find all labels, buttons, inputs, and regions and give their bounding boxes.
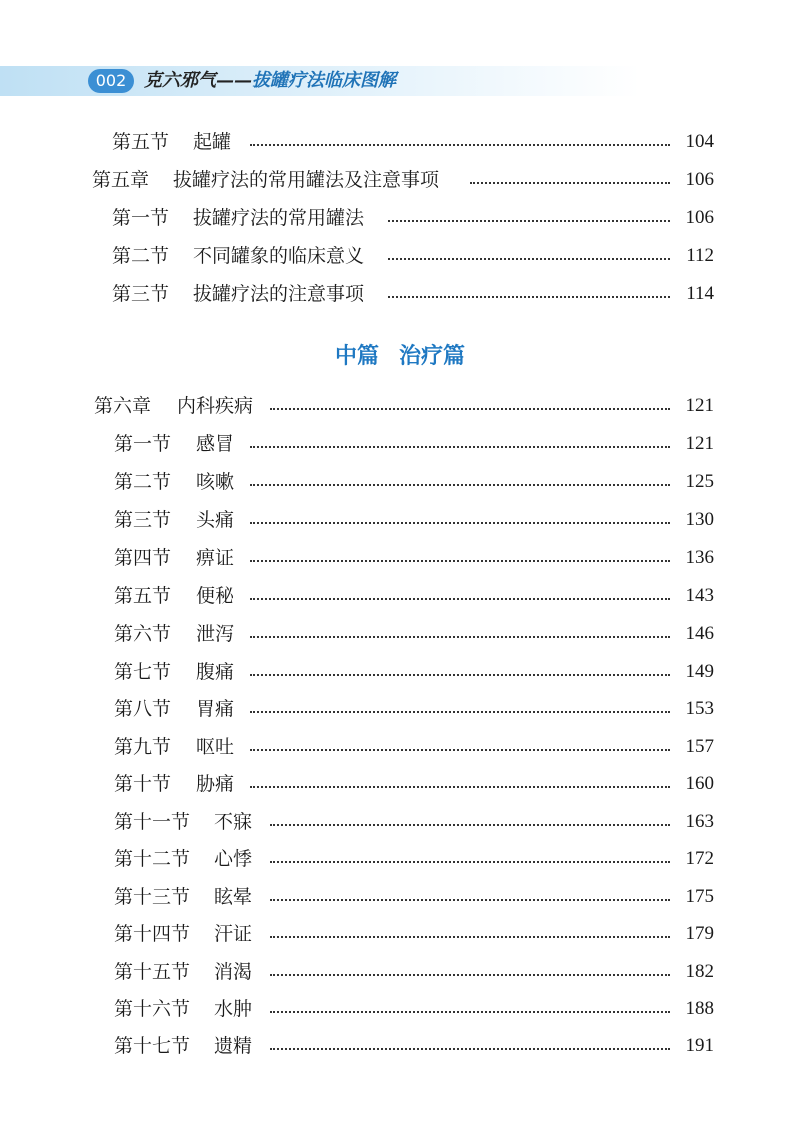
toc-page: 121 [685, 433, 714, 454]
toc-label: 第九节 [114, 736, 172, 758]
toc-title: 拔罐疗法的常用罐法 [193, 207, 365, 229]
toc-page: 146 [685, 623, 714, 644]
part-heading-part: 中篇 [334, 343, 379, 369]
toc-title: 内科疾病 [177, 395, 254, 417]
toc-page: 179 [685, 923, 714, 944]
toc-title: 消渴 [214, 961, 253, 983]
toc-leader-dots [270, 936, 670, 938]
toc-entry[interactable] [0, 768, 800, 800]
toc-label: 第一节 [112, 207, 170, 229]
toc-leader-dots [250, 560, 670, 562]
toc-title: 咳嗽 [196, 471, 235, 493]
toc-entry[interactable] [0, 993, 800, 1025]
toc-page: 106 [685, 207, 714, 228]
toc-page: 112 [686, 245, 714, 266]
toc-label: 第五章 [92, 169, 150, 191]
toc-leader-dots [388, 296, 670, 298]
toc-title: 遗精 [214, 1035, 253, 1057]
toc-title: 不同罐象的临床意义 [193, 245, 365, 267]
toc-label: 第十四节 [114, 923, 191, 945]
toc-leader-dots [250, 598, 670, 600]
toc-entry[interactable] [0, 806, 800, 838]
book-subtitle: 拔罐疗法临床图解 [252, 70, 396, 91]
toc-title: 起罐 [193, 131, 232, 153]
toc-entry[interactable] [0, 656, 800, 688]
toc-entry[interactable] [0, 542, 800, 574]
toc-leader-dots [250, 636, 670, 638]
toc-page: 104 [685, 131, 714, 152]
toc-page: 125 [685, 471, 714, 492]
toc-title: 胃痛 [196, 698, 235, 720]
toc-leader-dots [250, 786, 670, 788]
toc-page: 188 [685, 998, 714, 1019]
toc-leader-dots [270, 824, 670, 826]
toc-leader-dots [470, 182, 670, 184]
toc-label: 第十节 [114, 773, 172, 795]
toc-label: 第五节 [112, 131, 170, 153]
toc-entry-chapter[interactable] [0, 164, 800, 196]
toc-label: 第十二节 [114, 848, 191, 870]
toc-page: 163 [685, 811, 714, 832]
toc-title: 拔罐疗法的注意事项 [193, 283, 365, 305]
toc-entry[interactable] [0, 843, 800, 875]
toc-title: 呕吐 [196, 736, 235, 758]
toc-entry[interactable] [0, 466, 800, 498]
toc-label: 第一节 [114, 433, 172, 455]
toc-leader-dots [270, 408, 670, 410]
toc-leader-dots [388, 220, 670, 222]
toc-label: 第六节 [114, 623, 172, 645]
toc-label: 第三节 [112, 283, 170, 305]
toc-label: 第十一节 [114, 811, 191, 833]
toc-title: 胁痛 [196, 773, 235, 795]
toc-title: 不寐 [214, 811, 253, 833]
toc-leader-dots [270, 1048, 670, 1050]
toc-entry[interactable] [0, 881, 800, 913]
toc-page: 182 [685, 961, 714, 982]
toc-leader-dots [250, 749, 670, 751]
toc-label: 第十三节 [114, 886, 191, 908]
page-number-badge: 002 [88, 69, 134, 93]
toc-page: 114 [686, 283, 714, 304]
toc-title: 汗证 [214, 923, 253, 945]
toc-leader-dots [388, 258, 670, 260]
toc-title: 水肿 [214, 998, 253, 1020]
toc-entry[interactable] [0, 918, 800, 950]
book-title: 克六邪气—— [144, 70, 252, 91]
toc-label: 第十六节 [114, 998, 191, 1020]
toc-entry[interactable] [0, 240, 800, 272]
toc-leader-dots [250, 522, 670, 524]
toc-leader-dots [250, 711, 670, 713]
part-heading-title: 治疗篇 [399, 343, 466, 369]
toc-label: 第二节 [114, 471, 172, 493]
toc-entry[interactable] [0, 202, 800, 234]
toc-leader-dots [250, 144, 670, 146]
toc-entry[interactable] [0, 693, 800, 725]
toc-entry[interactable] [0, 428, 800, 460]
toc-label: 第十七节 [114, 1035, 191, 1057]
toc-label: 第四节 [114, 547, 172, 569]
toc-page: 143 [685, 585, 714, 606]
running-title [144, 68, 396, 94]
toc-entry[interactable] [0, 278, 800, 310]
toc-entry[interactable] [0, 580, 800, 612]
toc-title: 头痛 [196, 509, 235, 531]
toc-page: 157 [685, 736, 714, 757]
toc-title: 腹痛 [196, 661, 235, 683]
toc-entry[interactable] [0, 126, 800, 158]
toc-leader-dots [250, 674, 670, 676]
toc-label: 第二节 [112, 245, 170, 267]
toc-entry[interactable] [0, 618, 800, 650]
toc-title: 泄泻 [196, 623, 235, 645]
toc-page: 172 [685, 848, 714, 869]
toc-label: 第五节 [114, 585, 172, 607]
toc-title: 便秘 [196, 585, 235, 607]
toc-leader-dots [270, 899, 670, 901]
toc-entry[interactable] [0, 731, 800, 763]
toc-page: 121 [685, 395, 714, 416]
toc-page: 136 [685, 547, 714, 568]
toc-page: 191 [685, 1035, 714, 1056]
toc-title: 痹证 [196, 547, 235, 569]
toc-page: 153 [685, 698, 714, 719]
part-heading [0, 338, 800, 374]
toc-title: 感冒 [196, 433, 235, 455]
toc-leader-dots [270, 974, 670, 976]
toc-title: 心悸 [214, 848, 253, 870]
toc-entry[interactable] [0, 956, 800, 988]
toc-leader-dots [270, 861, 670, 863]
toc-title: 眩晕 [214, 886, 253, 908]
toc-label: 第六章 [94, 395, 152, 417]
toc-entry-chapter[interactable] [0, 390, 800, 422]
toc-page: 130 [685, 509, 714, 530]
toc-page: 106 [685, 169, 714, 190]
toc-leader-dots [250, 446, 670, 448]
toc-title: 拔罐疗法的常用罐法及注意事项 [173, 169, 440, 191]
toc-page: 149 [685, 661, 714, 682]
toc-leader-dots [250, 484, 670, 486]
toc-page: 160 [685, 773, 714, 794]
toc-entry[interactable] [0, 1030, 800, 1062]
toc-entry[interactable] [0, 504, 800, 536]
toc-label: 第十五节 [114, 961, 191, 983]
toc-label: 第七节 [114, 661, 172, 683]
toc-leader-dots [270, 1011, 670, 1013]
toc-label: 第八节 [114, 698, 172, 720]
toc-label: 第三节 [114, 509, 172, 531]
toc-page: 175 [685, 886, 714, 907]
